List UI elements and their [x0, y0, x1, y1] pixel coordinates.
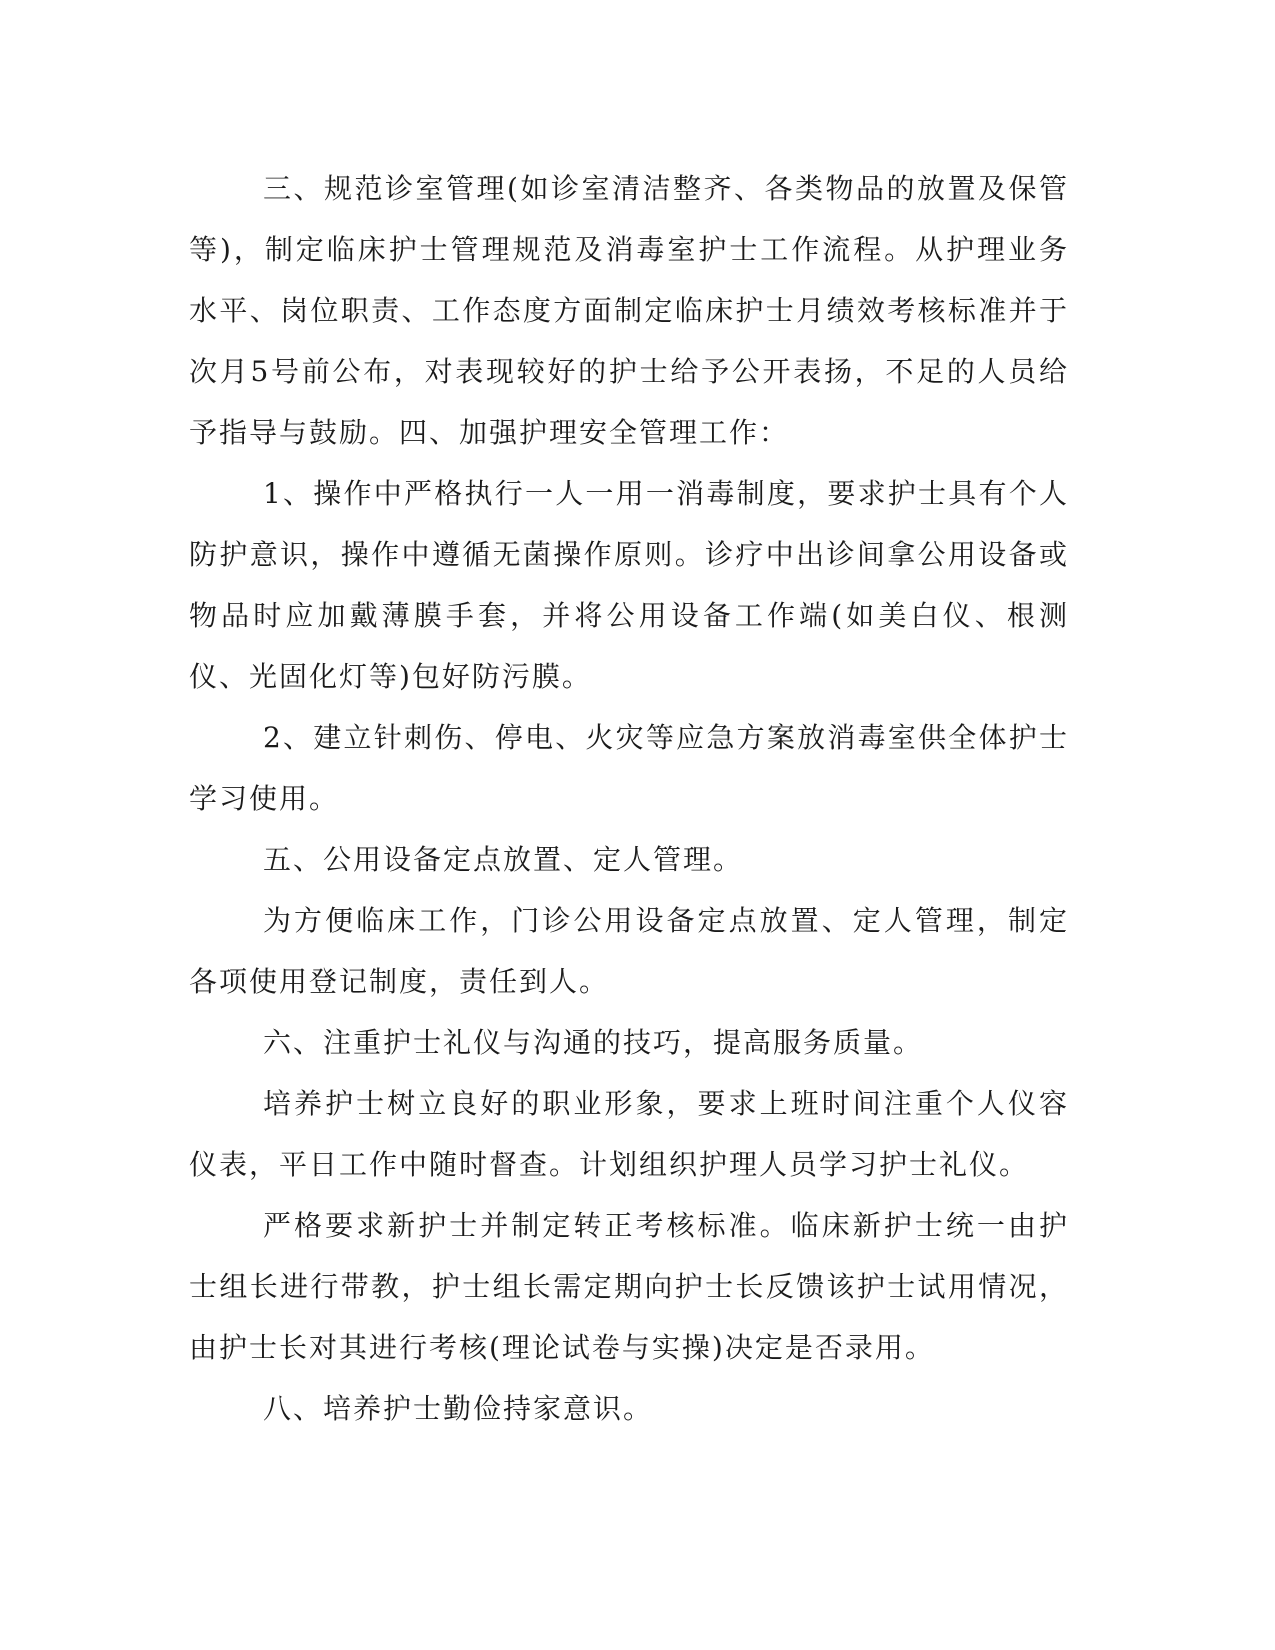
document-body [189, 158, 1069, 1439]
paragraph-section-6-body: 培养护士树立良好的职业形象，要求上班时间注重个人仪容仪表，平日工作中随时督查。计划组织护理人员学习护士礼仪。 [189, 1087, 1069, 1181]
paragraph-section-5-heading: 五、公用设备定点放置、定人管理。 [263, 843, 744, 876]
paragraph-new-nurse-assessment: 严格要求新护士并制定转正考核标准。临床新护士统一由护士组长进行带教，护士组长需定期向护士长反馈该护士试用情况，由护士长对其进行考核(理论试卷与实操)决定是否录用。 [189, 1209, 1069, 1364]
paragraph-section-5-body: 为方便临床工作，门诊公用设备定点放置、定人管理，制定各项使用登记制度，责任到人。 [189, 904, 1069, 998]
paragraph-section-3: 三、规范诊室管理(如诊室清洁整齐、各类物品的放置及保管等)，制定临床护士管理规范及消毒室护士工作流程。从护理业务水平、岗位职责、工作态度方面制定临床护士月绩效考核标准并于次月5号前公布，对表现较好的护士给予公开表扬，不足的人员给予指导与鼓励。四、加强护理安全管理工作： [189, 172, 1069, 449]
paragraph-item-1: 1、操作中严格执行一人一用一消毒制度，要求护士具有个人防护意识，操作中遵循无菌操作原则。诊疗中出诊间拿公用设备或物品时应加戴薄膜手套，并将公用设备工作端(如美白仪、根测仪、光固化灯等)包好防污膜。 [189, 477, 1069, 693]
paragraph-section-6-heading: 六、注重护士礼仪与沟通的技巧，提高服务质量。 [263, 1026, 924, 1059]
paragraph-item-2: 2、建立针刺伤、停电、火灾等应急方案放消毒室供全体护士学习使用。 [189, 721, 1069, 815]
paragraph-section-8-heading: 八、培养护士勤俭持家意识。 [263, 1392, 654, 1425]
